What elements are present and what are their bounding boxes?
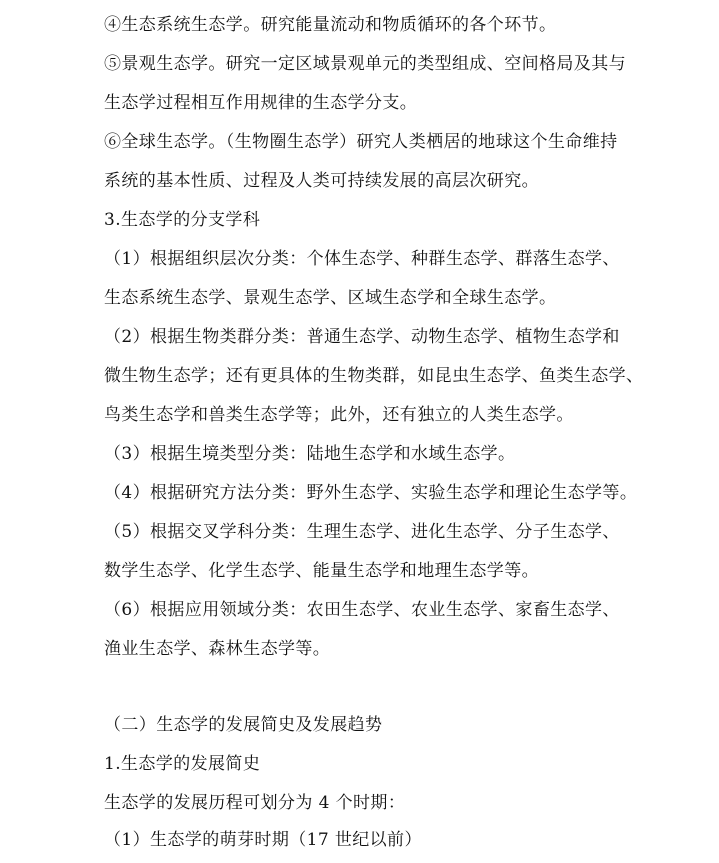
paragraph-ecosystem-ecology: ④生态系统生态学。研究能量流动和物质循环的各个环节。 (104, 15, 557, 35)
list-item-method: （4）根据研究方法分类：野外生态学、实验生态学和理论生态学等。 (104, 483, 638, 503)
list-item-interdisciplinary: （5）根据交叉学科分类：生理生态学、进化生态学、分子生态学、 (104, 522, 620, 542)
list-item-interdisciplinary-cont: 数学生态学、化学生态学、能量生态学和地理生态学等。 (104, 561, 539, 581)
list-item-taxon: （2）根据生物类群分类：普通生态学、动物生态学、植物生态学和 (104, 327, 620, 347)
list-item-organization-level: （1）根据组织层次分类：个体生态学、种群生态学、群落生态学、 (104, 249, 620, 269)
list-item-organization-level-cont: 生态系统生态学、景观生态学、区域生态学和全球生态学。 (104, 288, 557, 308)
paragraph-landscape-ecology: ⑤景观生态学。研究一定区域景观单元的类型组成、空间格局及其与 (104, 54, 626, 74)
paragraph-periods-intro: 生态学的发展历程可划分为 4 个时期： (104, 793, 406, 813)
list-item-sprout-period: （1）生态学的萌芽时期（17 世纪以前） (104, 830, 422, 850)
list-item-habitat: （3）根据生境类型分类：陆地生态学和水域生态学。 (104, 444, 516, 464)
list-item-application: （6）根据应用领域分类：农田生态学、农业生态学、家畜生态学、 (104, 600, 620, 620)
paragraph-landscape-ecology-cont: 生态学过程相互作用规律的生态学分支。 (104, 93, 418, 113)
section-heading-history: （二）生态学的发展简史及发展趋势 (104, 715, 383, 735)
paragraph-global-ecology: ⑥全球生态学。（生物圈生态学）研究人类栖居的地球这个生命维持 (104, 132, 618, 152)
list-item-application-cont: 渔业生态学、森林生态学等。 (104, 639, 331, 659)
paragraph-global-ecology-cont: 系统的基本性质、过程及人类可持续发展的高层次研究。 (104, 171, 539, 191)
section-heading-branches: 3.生态学的分支学科 (104, 210, 261, 230)
subheading-history-brief: 1.生态学的发展简史 (104, 754, 261, 774)
list-item-taxon-cont: 微生物生态学；还有更具体的生物类群，如昆虫生态学、鱼类生态学、 (104, 366, 644, 386)
list-item-taxon-cont-2: 鸟类生态学和兽类生态学等；此外，还有独立的人类生态学。 (104, 405, 574, 425)
